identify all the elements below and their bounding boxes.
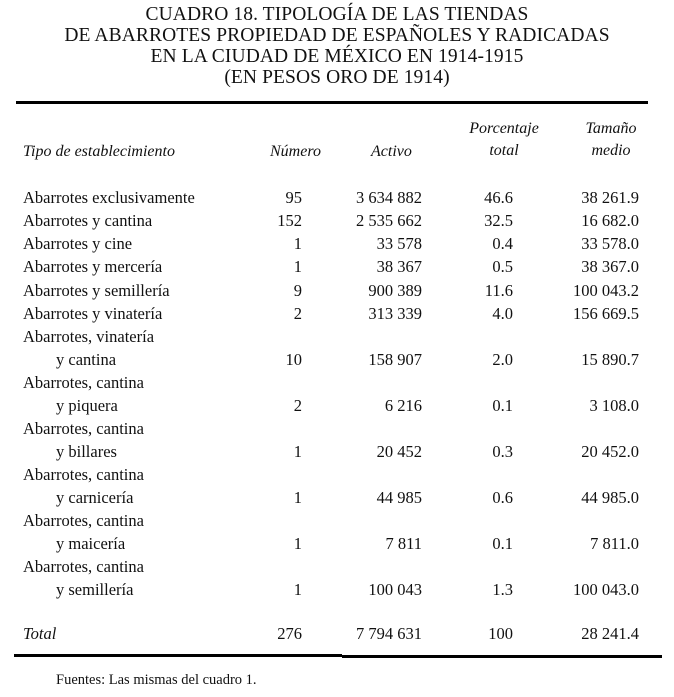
table-row <box>0 486 674 509</box>
row-name: Abarrotes, cantina <box>23 511 144 530</box>
row-activo: 38 367 <box>376 257 422 276</box>
header-tamano-line2: medio <box>591 142 631 159</box>
row-activo: 900 389 <box>368 281 422 300</box>
row-activo: 3 634 882 <box>356 188 422 207</box>
row-name-continued: y semillería <box>56 580 134 599</box>
row-name-continued: y billares <box>56 442 117 461</box>
row-porcentaje: 46.6 <box>484 188 513 207</box>
top-rule <box>16 101 648 104</box>
total-activo: 7 794 631 <box>356 624 422 643</box>
row-name: Abarrotes exclusivamente <box>23 188 195 207</box>
row-activo: 44 985 <box>376 488 422 507</box>
header-porcentaje <box>464 118 544 162</box>
total-row <box>0 622 674 645</box>
row-numero: 1 <box>293 488 302 507</box>
row-activo: 6 216 <box>384 396 422 415</box>
table-row <box>0 532 674 555</box>
row-porcentaje: 32.5 <box>484 211 513 230</box>
row-tamano: 38 367.0 <box>581 257 639 276</box>
table-row <box>0 394 674 417</box>
row-tamano: 100 043.2 <box>573 281 639 300</box>
table-row <box>0 232 674 255</box>
table-row <box>0 279 674 302</box>
table-row-label-line <box>0 371 674 394</box>
row-activo: 158 907 <box>368 350 422 369</box>
row-porcentaje: 1.3 <box>492 580 513 599</box>
row-numero: 2 <box>293 396 302 415</box>
row-activo: 7 811 <box>385 534 422 553</box>
row-name: Abarrotes y cine <box>23 234 133 253</box>
title-line: DE ABARROTES PROPIEDAD DE ESPAÑOLES Y RADICADAS <box>64 25 610 46</box>
table-row-label-line <box>0 463 674 486</box>
row-numero: 1 <box>293 442 302 461</box>
row-numero: 9 <box>293 281 302 300</box>
row-tamano: 38 261.9 <box>581 188 639 207</box>
total-porcentaje: 100 <box>488 624 513 643</box>
table-row <box>0 302 674 325</box>
row-numero: 1 <box>293 534 302 553</box>
table-row-label-line <box>0 417 674 440</box>
row-numero: 1 <box>293 234 302 253</box>
row-tamano: 100 043.0 <box>573 580 639 599</box>
total-numero: 276 <box>277 624 302 643</box>
table-row <box>0 578 674 601</box>
row-tamano: 7 811.0 <box>590 534 639 553</box>
row-porcentaje: 4.0 <box>492 304 513 323</box>
table-row-label-line <box>0 555 674 578</box>
row-name-continued: y piquera <box>56 396 118 415</box>
row-name: Abarrotes y cantina <box>23 211 153 230</box>
row-numero: 10 <box>285 350 302 369</box>
row-tamano: 16 682.0 <box>581 211 639 230</box>
row-numero: 1 <box>293 257 302 276</box>
row-porcentaje: 0.6 <box>492 488 513 507</box>
table-row <box>0 209 674 232</box>
title-line: EN LA CIUDAD DE MÉXICO EN 1914-1915 <box>150 46 524 67</box>
bottom-rule <box>14 654 342 657</box>
row-name: Abarrotes y semillería <box>23 281 170 300</box>
row-tamano: 156 669.5 <box>573 304 639 323</box>
row-name-continued: y maicería <box>56 534 126 553</box>
row-porcentaje: 0.1 <box>492 396 513 415</box>
row-name: Abarrotes, cantina <box>23 465 144 484</box>
row-numero: 2 <box>293 304 302 323</box>
row-name: Abarrotes y vinatería <box>23 304 163 323</box>
table-row <box>0 440 674 463</box>
title-line: (EN PESOS ORO DE 1914) <box>224 67 450 88</box>
bottom-rule <box>342 655 662 658</box>
header-tamano <box>578 118 644 162</box>
table-row <box>0 255 674 278</box>
row-name: Abarrotes, vinatería <box>23 327 155 346</box>
title-line: CUADRO 18. TIPOLOGÍA DE LAS TIENDAS <box>145 4 529 25</box>
row-porcentaje: 11.6 <box>484 281 513 300</box>
row-tamano: 20 452.0 <box>581 442 639 461</box>
table-row <box>0 186 674 209</box>
row-name: Abarrotes, cantina <box>23 419 144 438</box>
table-row-label-line <box>0 325 674 348</box>
row-name: Abarrotes, cantina <box>23 373 144 392</box>
row-name-continued: y carnicería <box>56 488 134 507</box>
row-tamano: 15 890.7 <box>581 350 639 369</box>
row-activo: 313 339 <box>368 304 422 323</box>
header-porcentaje-line2: total <box>489 142 519 159</box>
row-activo: 100 043 <box>368 580 422 599</box>
header-activo: Activo <box>371 143 412 160</box>
table-row <box>0 348 674 371</box>
row-activo: 2 535 662 <box>356 211 422 230</box>
header-porcentaje-line1: Porcentaje <box>469 120 539 137</box>
row-activo: 33 578 <box>376 234 422 253</box>
row-porcentaje: 0.1 <box>492 534 513 553</box>
header-tipo: Tipo de establecimiento <box>23 143 175 160</box>
row-activo: 20 452 <box>376 442 422 461</box>
row-tamano: 33 578.0 <box>581 234 639 253</box>
table-title <box>0 4 674 88</box>
row-porcentaje: 0.5 <box>492 257 513 276</box>
source-note: Fuentes: Las mismas del cuadro 1. <box>56 672 257 688</box>
row-name: Abarrotes y mercería <box>23 257 163 276</box>
total-tamano: 28 241.4 <box>581 624 639 643</box>
header-tamano-line1: Tamaño <box>585 120 637 137</box>
row-porcentaje: 2.0 <box>492 350 513 369</box>
row-tamano: 3 108.0 <box>589 396 639 415</box>
row-numero: 95 <box>285 188 302 207</box>
header-numero: Número <box>270 143 321 160</box>
row-numero: 1 <box>293 580 302 599</box>
row-tamano: 44 985.0 <box>581 488 639 507</box>
row-name: Abarrotes, cantina <box>23 557 144 576</box>
table-row-label-line <box>0 509 674 532</box>
row-name-continued: y cantina <box>56 350 117 369</box>
row-porcentaje: 0.3 <box>492 442 513 461</box>
total-label: Total <box>23 624 57 643</box>
row-porcentaje: 0.4 <box>492 234 513 253</box>
row-numero: 152 <box>277 211 302 230</box>
